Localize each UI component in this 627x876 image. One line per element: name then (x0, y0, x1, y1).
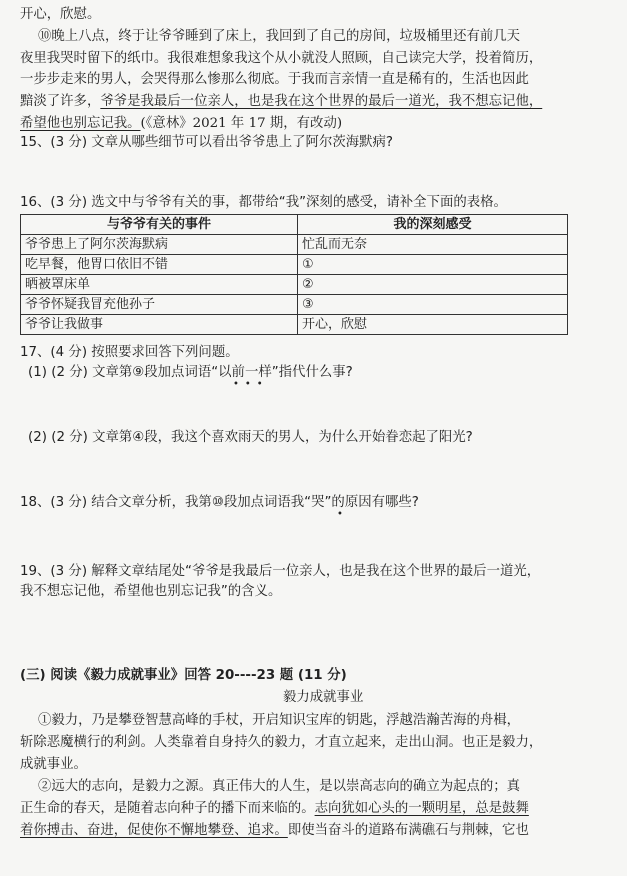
table-cell-event: 吃早餐，他胃口依旧不错 (21, 255, 298, 275)
emphasis-dots: ••• (233, 379, 269, 390)
underlined-sentence: 着你搏击、奋进，促使你不懈地攀登、追求。 (20, 823, 288, 838)
story-line: ⑩晚上八点，终于让爷爷睡到了床上，我回到了自己的房间，垃圾桶里还有前几天 (38, 29, 521, 44)
article-line (20, 822, 529, 840)
article-line (20, 800, 529, 818)
emphasis-dot: • (337, 509, 349, 520)
question-17-2: (2) (2 分) 文章第④段，我这个喜欢雨天的男人，为什么开始眷恋起了阳光? (28, 430, 473, 445)
article-line: 斩除恶魔横行的利剑。人类靠着自身持久的毅力，才直立起来，走出山洞。也正是毅力， (20, 735, 543, 750)
story-line (20, 115, 342, 133)
table-cell-feeling: ③ (298, 295, 568, 315)
story-line: 一步步走来的男人，会哭得那么惨那么彻底。于我而言亲情一直是稀有的，生活也因此 (20, 72, 529, 87)
table-cell-feeling: 开心，欣慰 (298, 315, 568, 335)
question-19-cont: 我不想忘记他，希望他也别忘记我”的含义。 (20, 584, 282, 599)
question-17-1: (1) (2 分) 文章第⑨段加点词语“以前一样”指代什么事? (28, 365, 353, 380)
question-15: 15、(3 分) 文章从哪些细节可以看出爷爷患上了阿尔茨海默病? (20, 135, 394, 150)
table-cell-event: 爷爷患上了阿尔茨海默病 (21, 235, 298, 255)
table-row (21, 255, 568, 275)
story-line (20, 93, 542, 111)
article-line: ②远大的志向，是毅力之源。真正伟大的人生，是以崇高志向的确立为起点的；真 (38, 779, 521, 794)
table-cell-event: 晒被罩床单 (21, 275, 298, 295)
table-header: 我的深刻感受 (298, 215, 568, 235)
underlined-sentence: 爷爷是我最后一位亲人，也是我在这个世界的最后一道光，我不想忘记他， (100, 94, 543, 109)
article-title: 毅力成就事业 (283, 690, 364, 705)
table-cell-event: 爷爷怀疑我冒充他孙子 (21, 295, 298, 315)
table-cell-feeling: ② (298, 275, 568, 295)
underlined-sentence: 志向犹如心头的一颗明星，总是鼓舞 (314, 801, 529, 816)
article-line: ①毅力，乃是攀登智慧高峰的手杖，开启知识宝库的钥匙，浮越浩瀚苦海的舟楫， (38, 713, 521, 728)
table-cell-feeling: ① (298, 255, 568, 275)
table-header-row (21, 215, 568, 235)
table-row (21, 295, 568, 315)
table-cell-feeling: 忙乱而无奈 (298, 235, 568, 255)
table-row (21, 235, 568, 255)
table-row (21, 315, 568, 335)
article-line: 成就事业。 (20, 757, 87, 772)
question-18: 18、(3 分) 结合文章分析，我第⑩段加点词语我“哭”的原因有哪些? (20, 495, 419, 510)
question-17: 17、(4 分) 按照要求回答下列问题。 (20, 345, 239, 360)
feelings-table (20, 214, 568, 335)
table-cell-event: 爷爷让我做事 (21, 315, 298, 335)
question-16: 16、(3 分) 选文中与爷爷有关的事，都带给“我”深刻的感受，请补全下面的表格。 (20, 195, 507, 210)
article-text: 正生命的春天，是随着志向种子的播下而来临的。 (20, 801, 315, 816)
underlined-sentence: 希望他也别忘记我。 (20, 116, 141, 131)
article-text: 即使当奋斗的道路布满礁石与荆棘，它也 (287, 823, 529, 838)
table-row (21, 275, 568, 295)
table-header: 与爷爷有关的事件 (21, 215, 298, 235)
source-citation: (《意林》2021 年 17 期，有改动) (140, 116, 343, 131)
story-text: 黯淡了许多， (20, 94, 101, 109)
story-line: 夜里我哭时留下的纸巾。我很难想象我这个从小就没人照顾，自己读完大学，投着简历， (20, 51, 543, 66)
question-19: 19、(3 分) 解释文章结尾处“爷爷是我最后一位亲人，也是我在这个世界的最后一道光， (20, 564, 541, 579)
section-heading: (三) 阅读《毅力成就事业》回答 20----23 题 (11 分) (20, 668, 347, 683)
story-line: 开心，欣慰。 (20, 7, 101, 22)
